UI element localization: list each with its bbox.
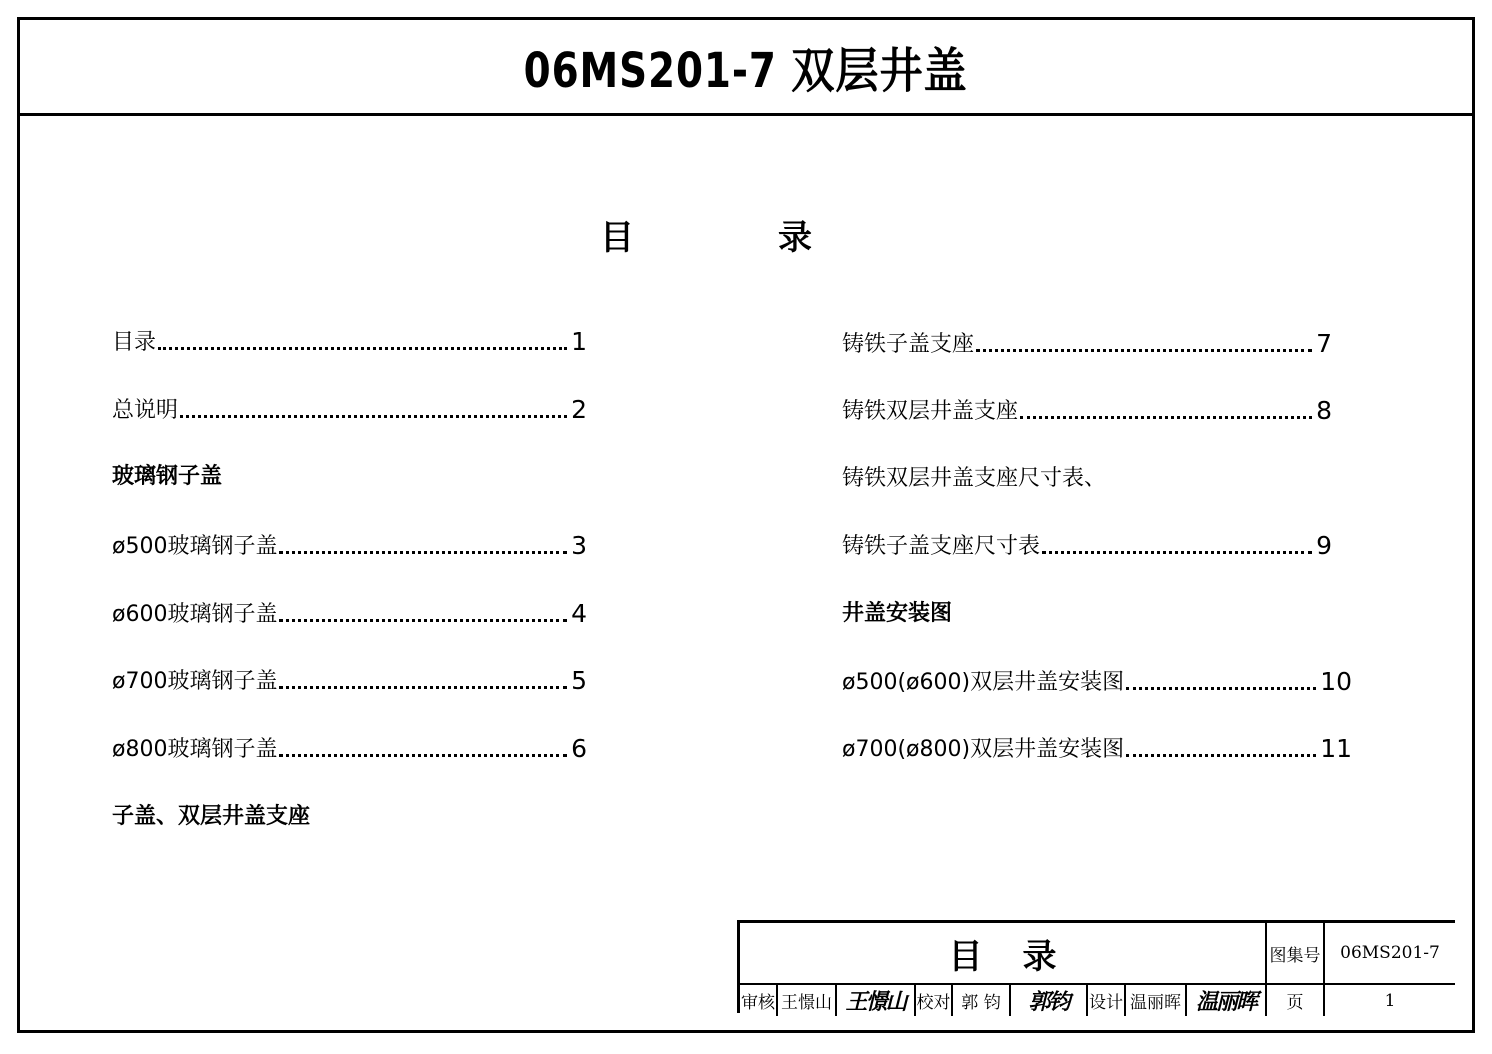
toc-entry-continuation[interactable] xyxy=(842,458,1332,492)
header-band xyxy=(20,20,1472,116)
drawing-sheet xyxy=(17,17,1475,1033)
check-label: 校对 xyxy=(916,993,951,1013)
dot-leader xyxy=(158,346,567,350)
checker-signature: 郭钧 xyxy=(1028,989,1069,1015)
toc-entry[interactable] xyxy=(842,324,1332,358)
reviewer-name: 王憬山 xyxy=(781,993,832,1013)
toc-entry-page: 4 xyxy=(571,599,587,628)
toc-entry-label: ø600玻璃钢子盖 xyxy=(112,602,278,627)
toc-entry-label: ø500(ø600)双层井盖安装图 xyxy=(842,670,1125,695)
page-title: 06MS201-7 双层井盖 xyxy=(523,43,968,99)
toc-entry[interactable] xyxy=(842,391,1332,425)
dot-leader xyxy=(279,550,567,554)
toc-section-label: 井盖安装图 xyxy=(842,601,953,626)
toc-entry[interactable] xyxy=(842,526,1332,560)
toc-entry[interactable] xyxy=(842,662,1352,696)
toc-heading-char-2: 录 xyxy=(778,218,812,258)
toc-entry-label: 目录 xyxy=(112,330,157,355)
toc-section-heading xyxy=(112,796,587,830)
drawing-title xyxy=(740,923,1265,983)
drawing-title-char-2: 录 xyxy=(1022,936,1057,977)
toc-entry-label: 铸铁子盖支座尺寸表 xyxy=(842,534,1041,559)
toc-entry-label: 总说明 xyxy=(112,398,179,423)
designer-signature: 温丽晖 xyxy=(1195,989,1256,1015)
toc-entry-page: 10 xyxy=(1320,667,1352,696)
toc-entry[interactable] xyxy=(112,390,587,424)
dot-leader xyxy=(1042,550,1312,554)
toc-section-heading xyxy=(842,593,1332,627)
design-label: 设计 xyxy=(1089,993,1123,1013)
reviewer-signature: 王憬山 xyxy=(845,989,906,1015)
toc-entry[interactable] xyxy=(112,729,587,763)
toc-entry-label: 铸铁双层井盖支座 xyxy=(842,399,1019,424)
toc-entry-page: 11 xyxy=(1320,734,1352,763)
toc-section-heading xyxy=(112,456,587,490)
toc-entry-label: ø500玻璃钢子盖 xyxy=(112,534,278,559)
toc-heading-char-1: 目 xyxy=(600,218,634,258)
toc-entry-label: ø700(ø800)双层井盖安装图 xyxy=(842,737,1125,762)
checker-name: 郭 钧 xyxy=(961,993,1001,1013)
dot-leader xyxy=(279,753,567,757)
toc-entry[interactable] xyxy=(112,594,587,628)
dot-leader xyxy=(1020,415,1312,419)
toc-entry[interactable] xyxy=(842,729,1352,763)
toc-entry-page: 3 xyxy=(571,531,587,560)
review-label: 审核 xyxy=(741,993,775,1013)
dot-leader xyxy=(976,348,1312,352)
dot-leader xyxy=(279,618,567,622)
toc-entry-label: 铸铁双层井盖支座尺寸表、 xyxy=(842,466,1107,491)
toc-entry[interactable] xyxy=(112,526,587,560)
toc-entry-page: 5 xyxy=(571,666,587,695)
toc-entry-page: 2 xyxy=(571,395,587,424)
title-block xyxy=(737,920,1455,1013)
toc-entry[interactable] xyxy=(112,322,587,356)
toc-entry-page: 8 xyxy=(1316,396,1332,425)
page-number: 1 xyxy=(1384,990,1396,1011)
toc-section-label: 玻璃钢子盖 xyxy=(112,464,223,489)
atlas-number-value: 06MS201-7 xyxy=(1340,943,1440,963)
toc-entry-page: 9 xyxy=(1316,531,1332,560)
dot-leader xyxy=(1126,686,1316,690)
drawing-title-char-1: 目 xyxy=(948,936,983,977)
dot-leader xyxy=(279,685,567,689)
toc-section-label: 子盖、双层井盖支座 xyxy=(112,804,311,829)
toc-entry-label: ø700玻璃钢子盖 xyxy=(112,669,278,694)
atlas-number-label: 图集号 xyxy=(1269,945,1321,966)
toc-entry-page: 7 xyxy=(1316,329,1332,358)
dot-leader xyxy=(180,414,567,418)
toc-entry[interactable] xyxy=(112,661,587,695)
toc-entry-page: 6 xyxy=(571,734,587,763)
page-label: 页 xyxy=(1286,993,1304,1013)
toc-entry-label: 铸铁子盖支座 xyxy=(842,332,975,357)
designer-name: 温丽晖 xyxy=(1130,993,1181,1013)
toc-entry-label: ø800玻璃钢子盖 xyxy=(112,737,278,762)
toc-entry-page: 1 xyxy=(571,327,587,356)
dot-leader xyxy=(1126,753,1316,757)
